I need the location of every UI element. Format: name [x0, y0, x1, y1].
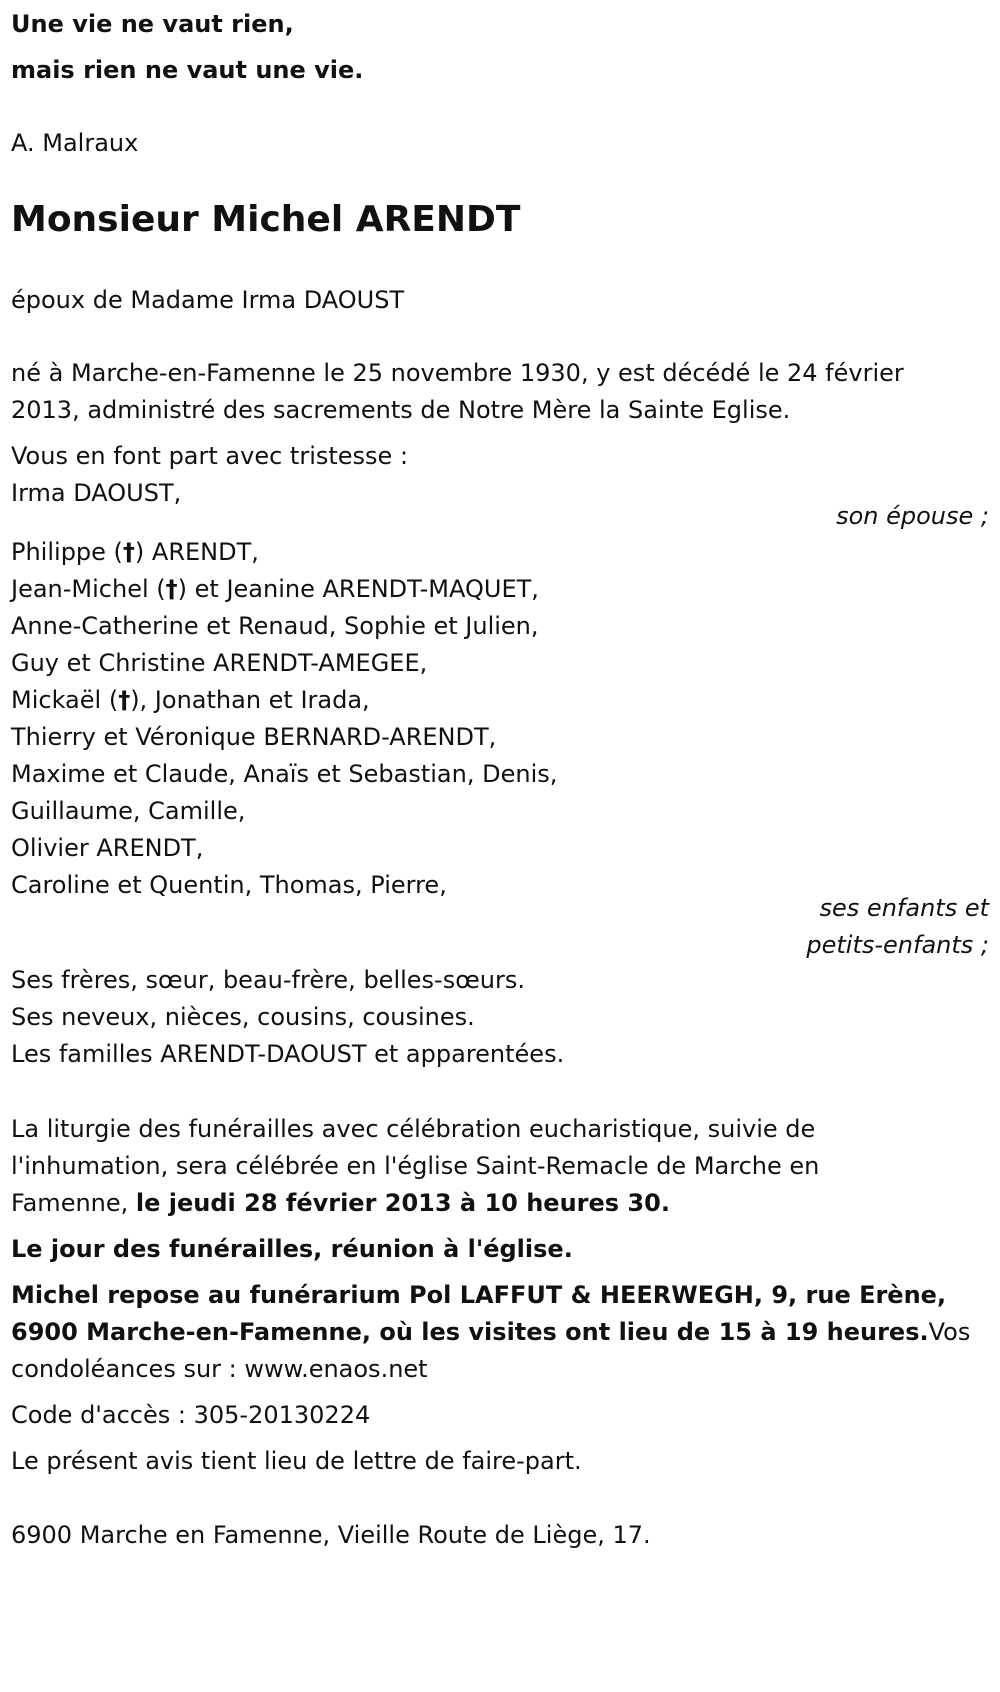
child-2-text-b: ) et Jeanine ARENDT-MAQUET, [177, 575, 539, 603]
child-line-5 [11, 682, 370, 718]
child-line-4: Guy et Christine ARENDT-AMEGEE, [11, 649, 428, 677]
condolences-line: condoléances sur : www.enaos.net [11, 1355, 428, 1383]
child-line-2 [11, 571, 539, 607]
child-1-text-b: ) ARENDT, [134, 538, 259, 566]
child-line-10: Caroline et Quentin, Thomas, Pierre, [11, 871, 447, 899]
wife-name: Irma DAOUST, [11, 479, 182, 507]
funeral-date: le jeudi 28 février 2013 à 10 heures 30. [135, 1189, 670, 1217]
address-line: 6900 Marche en Famenne, Vieille Route de Liège, 17. [11, 1521, 651, 1549]
child-line-6: Thierry et Véronique BERNARD-ARENDT, [11, 723, 497, 751]
cross-icon: † [122, 538, 135, 566]
bio-line-1: né à Marche-en-Famenne le 25 novembre 1930, y est décédé le 24 février [11, 359, 904, 387]
funeral-line-2: l'inhumation, sera célébrée en l'église Saint-Remacle de Marche en [11, 1152, 820, 1180]
child-line-7: Maxime et Claude, Anaïs et Sebastian, Denis, [11, 760, 558, 788]
funeral-line-3-text: Famenne, [11, 1189, 136, 1217]
repose-line-2-text: Vos [928, 1318, 971, 1346]
access-code: Code d'accès : 305-20130224 [11, 1401, 371, 1429]
announcement-intro: Vous en font part avec tristesse : [11, 442, 409, 470]
quote-author: A. Malraux [11, 129, 139, 157]
wife-role: son épouse ; [836, 502, 989, 530]
funeral-line-1: La liturgie des funérailles avec célébration eucharistique, suivie de [11, 1115, 816, 1143]
repose-line-1: Michel repose au funérarium Pol LAFFUT & HEERWEGH, 9, rue Erène, [11, 1281, 947, 1309]
repose-line-2-bold: 6900 Marche-en-Famenne, où les visites ont lieu de 15 à 19 heures. [11, 1318, 929, 1346]
child-line-9: Olivier ARENDT, [11, 834, 204, 862]
funeral-line-3 [11, 1185, 670, 1221]
deceased-name: Monsieur Michel ARENDT [11, 199, 521, 240]
child-5-text-a: Mickaël ( [11, 686, 119, 714]
reunion-line: Le jour des funérailles, réunion à l'église. [11, 1235, 573, 1263]
repose-line-2 [11, 1314, 970, 1350]
cross-icon: † [165, 575, 178, 603]
family-line-3: Les familles ARENDT-DAOUST et apparentées. [11, 1040, 565, 1068]
child-line-8: Guillaume, Camille, [11, 797, 246, 825]
quote-line-1: Une vie ne vaut rien, [11, 10, 294, 38]
family-line-1: Ses frères, sœur, beau-frère, belles-sœurs. [11, 966, 525, 994]
quote-line-2: mais rien ne vaut une vie. [11, 56, 364, 84]
child-1-text-a: Philippe ( [11, 538, 123, 566]
child-5-text-b: ), Jonathan et Irada, [130, 686, 370, 714]
children-role-line-1: ses enfants et [819, 894, 989, 922]
child-2-text-a: Jean-Michel ( [11, 575, 166, 603]
cross-icon: † [118, 686, 131, 714]
children-role-line-2: petits-enfants ; [806, 931, 989, 959]
notice-line: Le présent avis tient lieu de lettre de faire-part. [11, 1447, 582, 1475]
child-line-3: Anne-Catherine et Renaud, Sophie et Julien, [11, 612, 539, 640]
family-line-2: Ses neveux, nièces, cousins, cousines. [11, 1003, 475, 1031]
spouse-line: époux de Madame Irma DAOUST [11, 286, 405, 314]
child-line-1 [11, 534, 259, 570]
bio-line-2: 2013, administré des sacrements de Notre Mère la Sainte Eglise. [11, 396, 791, 424]
